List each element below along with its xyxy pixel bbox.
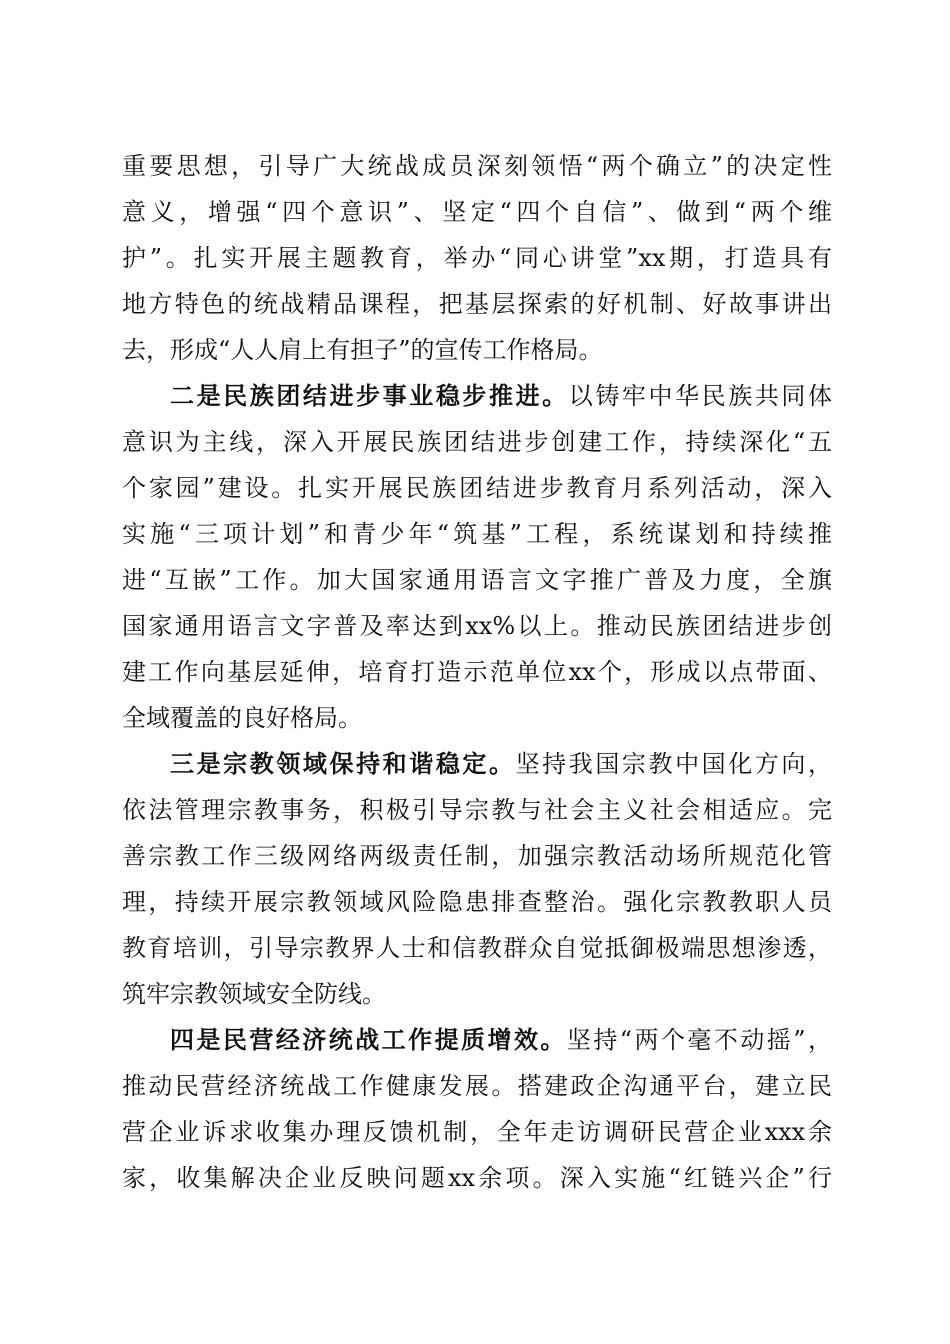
text-line (122, 557, 832, 603)
paragraph-ethnic-unity (122, 373, 832, 741)
paragraph-private-economy (122, 1017, 832, 1201)
text-line (122, 879, 832, 925)
line-text: 家，收集解决企业反映问题xx余项。深入实施“红链兴企”行 (122, 1164, 832, 1192)
text-line (122, 511, 832, 557)
paragraph-heading: 三是宗教领域保持和谐稳定。 (170, 749, 516, 778)
text-line (122, 465, 832, 511)
text-line (122, 419, 832, 465)
text-line (122, 833, 832, 879)
text-line (122, 373, 832, 419)
text-line (122, 281, 832, 327)
text-line (122, 1017, 832, 1063)
text-line (122, 143, 832, 189)
line-text: 国家通用语言文字普及率达到xx%以上。推动民族团结进步创 (122, 612, 832, 640)
line-text: 意义，增强“四个意识”、坚定“四个自信”、做到“两个维 (122, 198, 832, 226)
text-line (122, 603, 832, 649)
text-line (122, 971, 832, 1017)
line-text: 实施“三项计划”和青少年“筑基”工程，系统谋划和持续推 (122, 520, 832, 548)
text-line (122, 1063, 832, 1109)
line-text: 进“互嵌”工作。加大国家通用语言文字推广普及力度，全旗 (122, 566, 832, 594)
document-body (122, 143, 832, 1201)
line-text: 推动民营经济统战工作健康发展。搭建政企沟通平台，建立民 (122, 1072, 832, 1100)
text-line (122, 925, 832, 971)
text-line (122, 695, 832, 741)
paragraph-heading: 四是民营经济统战工作提质增效。 (170, 1025, 567, 1054)
paragraph-religion (122, 741, 832, 1017)
line-text: 个家园”建设。扎实开展民族团结进步教育月系列活动，深入 (122, 474, 832, 502)
line-text: 去，形成“人人肩上有担子”的宣传工作格局。 (122, 336, 603, 364)
line-text: 建工作向基层延伸，培育打造示范单位xx个，形成以点带面、 (122, 658, 832, 686)
text-line (122, 235, 832, 281)
line-text: 坚持我国宗教中国化方向， (515, 750, 833, 778)
line-text: 全域覆盖的良好格局。 (122, 704, 362, 732)
paragraph-ideology (122, 143, 832, 373)
text-line (122, 787, 832, 833)
line-text: 善宗教工作三级网络两级责任制，加强宗教活动场所规范化管 (122, 842, 832, 870)
line-text: 理，持续开展宗教领域风险隐患排查整治。强化宗教教职人员 (122, 888, 832, 916)
text-line (122, 649, 832, 695)
text-line (122, 189, 832, 235)
line-text: 护”。扎实开展主题教育，举办“同心讲堂”xx期，打造具有 (122, 244, 832, 272)
line-text: 营企业诉求收集办理反馈机制，全年走访调研民营企业xxx余 (122, 1118, 832, 1146)
line-text: 依法管理宗教事务，积极引导宗教与社会主义社会相适应。完 (122, 796, 832, 824)
text-line (122, 1109, 832, 1155)
line-text: 坚持“两个毫不动摇”， (566, 1026, 832, 1054)
line-text: 地方特色的统战精品课程，把基层探索的好机制、好故事讲出 (122, 290, 832, 318)
line-text: 以铸牢中华民族共同体 (568, 382, 832, 410)
paragraph-heading: 二是民族团结进步事业稳步推进。 (170, 381, 569, 410)
line-text: 重要思想，引导广大统战成员深刻领悟“两个确立”的决定性 (122, 152, 832, 180)
text-line (122, 741, 832, 787)
line-text: 意识为主线，深入开展民族团结进步创建工作，持续深化“五 (122, 428, 832, 456)
line-text: 教育培训，引导宗教界人士和信教群众自觉抵御极端思想渗透， (122, 934, 832, 962)
line-text: 筑牢宗教领域安全防线。 (122, 980, 386, 1008)
text-line (122, 327, 832, 373)
text-line (122, 1155, 832, 1201)
